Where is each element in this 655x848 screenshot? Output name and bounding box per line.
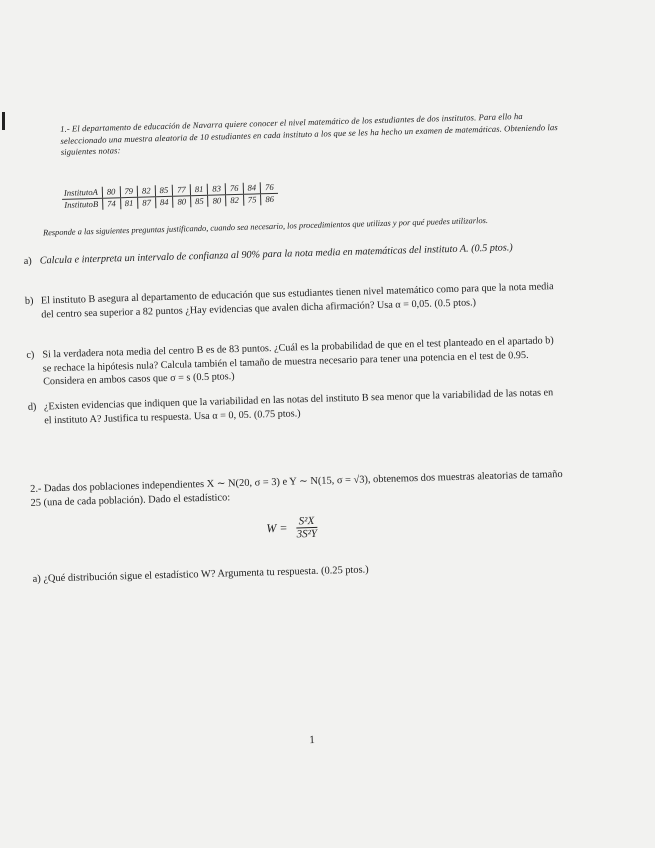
grade-cell: 83: [208, 183, 226, 195]
item-label: b): [24, 295, 34, 307]
formula-fraction: [293, 515, 320, 541]
row-label-instituto-a: InstitutoA: [62, 187, 103, 200]
grade-cell: 79: [120, 186, 138, 198]
grade-cell: 81: [190, 184, 208, 196]
question-1-item-b: [25, 280, 556, 322]
grade-cell: 84: [155, 196, 173, 208]
formula-denominator: 3S²Y: [296, 527, 318, 541]
question-1-item-c: [26, 334, 557, 390]
grade-cell: 74: [102, 198, 120, 210]
grade-cell: 75: [243, 194, 261, 206]
page-number: 1: [309, 734, 315, 747]
item-text: Calcula e interpreta un intervalo de confianza al 90% para la nota media en matemáticas del instituto A. (0.5 ptos.): [39, 242, 513, 267]
statistic-formula: [266, 515, 320, 541]
item-label: c): [26, 349, 35, 361]
item-text: Si la verdadera nota media del centro B es de 83 puntos. ¿Cuál es la probabilidad de que en el test planteado en el apartado b) se rechace la hipótesis nula? Calcula también el tamaño de muestra necesario para tener una potencia en el test de 0.95. Considera en ambos casos que σ = s (0.5 ptos.): [42, 335, 554, 388]
grade-cell: 80: [173, 196, 191, 208]
row-label-instituto-b: InstitutoB: [64, 198, 99, 210]
item-label: a): [23, 255, 32, 267]
item-text: ¿Qué distribución sigue el estadístico W? Argumenta tu respuesta. (0.25 ptos.): [43, 564, 369, 585]
grade-cell: 85: [190, 195, 208, 207]
grade-cell: 76: [225, 183, 243, 195]
page-content: [20, 110, 565, 747]
question-1-instructions: Responde a las siguientes preguntas justificando, cuando sea necesario, los procedimientos que utilizas y por qué puedes utilizarlos.: [42, 215, 489, 238]
grade-cell: 84: [243, 182, 261, 194]
grade-cell: 86: [261, 193, 278, 205]
grade-cell: 81: [120, 197, 138, 209]
formula-numerator: S²X: [296, 515, 318, 529]
grade-cell: 85: [155, 185, 173, 197]
question-1-item-a: [24, 240, 554, 268]
question-1-item-d: [28, 386, 559, 428]
question-1-intro: 1.- El departamento de educación de Navarra quiere conocer el nivel matemático de los estudiantes de dos institutos. Para ello ha seleccionado una muestra aleatoria de 10 estudiantes en cada instituto a los que se les ha hecho un examen de matemáticas. Obteniendo las siguientes notas:: [59, 110, 558, 157]
question-2-intro: 2.- Dadas dos poblaciones independientes X ∼ N(20, σ = 3) e Y ∼ N(15, σ = √3), obtenemos dos muestras aleatorias de tamaño 25 (una de cada población). Dado el estadístico:: [30, 468, 563, 509]
edge-mark: [2, 112, 5, 130]
grade-cell: 82: [137, 185, 155, 197]
item-text: ¿Existen evidencias que indiquen que la variabilidad en las notas del instituto B sea menor que la variabilidad de las notas en el instituto A? Justifica tu respuesta. Usa α = 0, 05. (0.75 ptos.): [43, 387, 554, 427]
formula-lhs: W =: [266, 520, 288, 536]
item-label: d): [27, 401, 37, 413]
grade-cell: 77: [173, 184, 191, 196]
grade-cell: 82: [226, 194, 244, 206]
grade-cell: 80: [208, 195, 226, 207]
grade-cell: 80: [102, 186, 120, 198]
grade-cell: 76: [260, 182, 277, 194]
item-text: El instituto B asegura al departamento de educación que sus estudiantes tienen nivel matemático como para que la nota media del centro sea superior a 82 puntos ¿Hay evidencias que avalen dicha afirmación? Usa α = 0,05. (0.5 ptos.): [40, 281, 554, 321]
grades-table: [62, 182, 278, 211]
grade-cell: 87: [138, 197, 156, 209]
question-2-item-a: [33, 558, 573, 587]
item-label: a): [32, 573, 41, 585]
